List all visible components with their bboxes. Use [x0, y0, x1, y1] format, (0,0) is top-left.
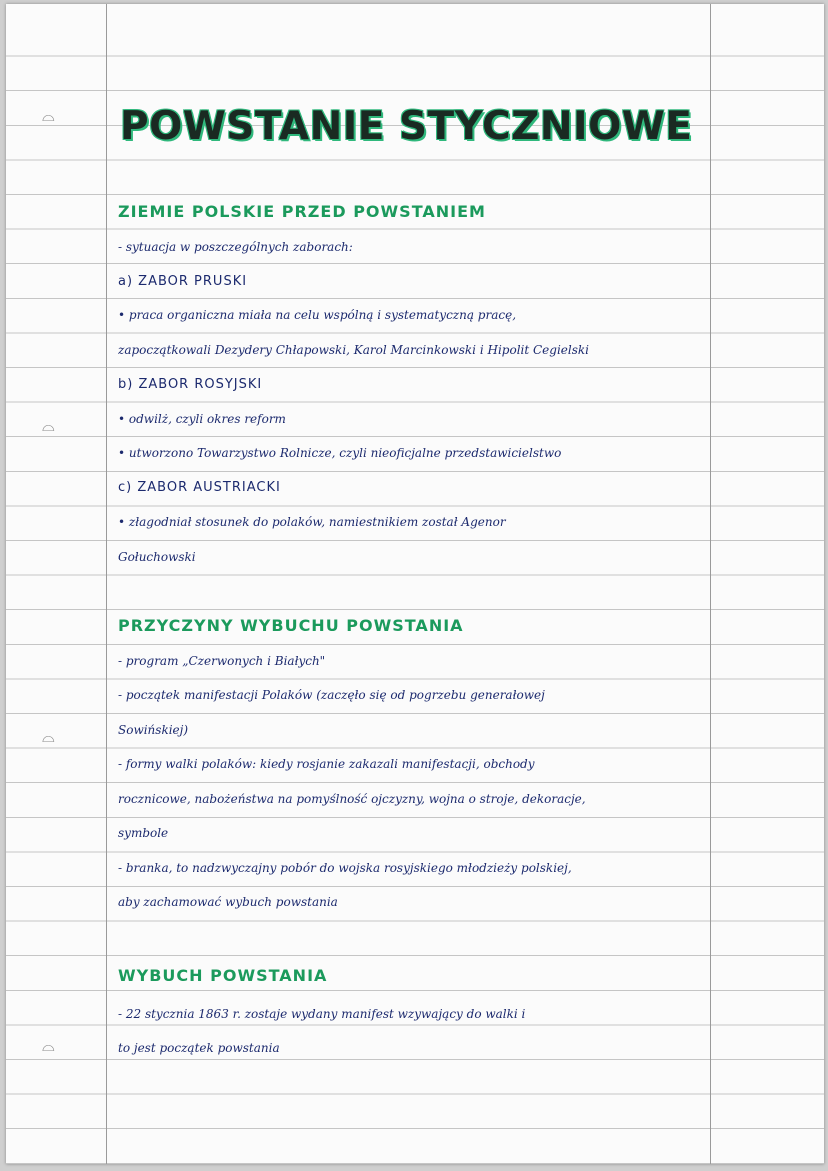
note-line: - program „Czerwonych i Białych": [118, 654, 326, 668]
note-line: zapoczątkowali Dezydery Chłapowski, Karol Marcinkowski i Hipolit Cegielski: [118, 343, 590, 357]
section-heading: WYBUCH POWSTANIA: [118, 966, 328, 985]
note-line: Gołuchowski: [118, 550, 196, 564]
note-line: • odwilż, czyli okres reform: [118, 412, 286, 426]
note-line: • praca organiczna miała na celu wspólną i systematyczną pracę,: [118, 308, 517, 322]
punch-hole-icon: ⌓: [42, 106, 55, 125]
note-line: - początek manifestacji Polaków (zaczęło się od pogrzebu generałowej: [118, 688, 545, 702]
note-line: - sytuacja w poszczególnych zaborach:: [118, 240, 353, 254]
left-margin-line: [106, 4, 107, 1164]
note-line: - branka, to nadzwyczajny pobór do wojska rosyjskiego młodzieży polskiej,: [118, 861, 572, 875]
punch-hole-icon: ⌓: [42, 727, 55, 746]
note-line: • złagodniał stosunek do polaków, namiestnikiem został Agenor: [118, 515, 506, 529]
page-title: POWSTANIE STYCZNIOWE: [120, 104, 693, 149]
note-line: - 22 stycznia 1863 r. zostaje wydany manifest wzywający do walki i: [118, 1007, 526, 1021]
note-line: c) ZABÓR AUSTRIACKI: [118, 480, 281, 495]
note-line: rocznicowe, nabożeństwa na pomyślność ojczyzny, wojna o stroje, dekoracje,: [118, 792, 586, 806]
note-line: • utworzono Towarzystwo Rolnicze, czyli nieoficjalne przedstawicielstwo: [118, 446, 562, 460]
note-line: b) ZABÓR ROSYJSKI: [118, 377, 263, 392]
note-line: a) ZABÓR PRUSKI: [118, 274, 248, 289]
section-heading: ZIEMIE POLSKIE PRZED POWSTANIEM: [118, 202, 486, 221]
punch-hole-icon: ⌓: [42, 1036, 55, 1055]
punch-hole-icon: ⌓: [42, 416, 55, 435]
note-line: to jest początek powstania: [118, 1041, 280, 1055]
right-margin-line: [710, 4, 711, 1164]
note-line: - formy walki polaków: kiedy rosjanie zakazali manifestacji, obchody: [118, 757, 535, 771]
section-heading: PRZYCZYNY WYBUCHU POWSTANIA: [118, 616, 464, 635]
note-line: aby zachamować wybuch powstania: [118, 895, 338, 909]
note-line: symbole: [118, 826, 169, 840]
note-line: Sowińskiej): [118, 723, 189, 737]
notebook-page: [6, 4, 824, 1164]
